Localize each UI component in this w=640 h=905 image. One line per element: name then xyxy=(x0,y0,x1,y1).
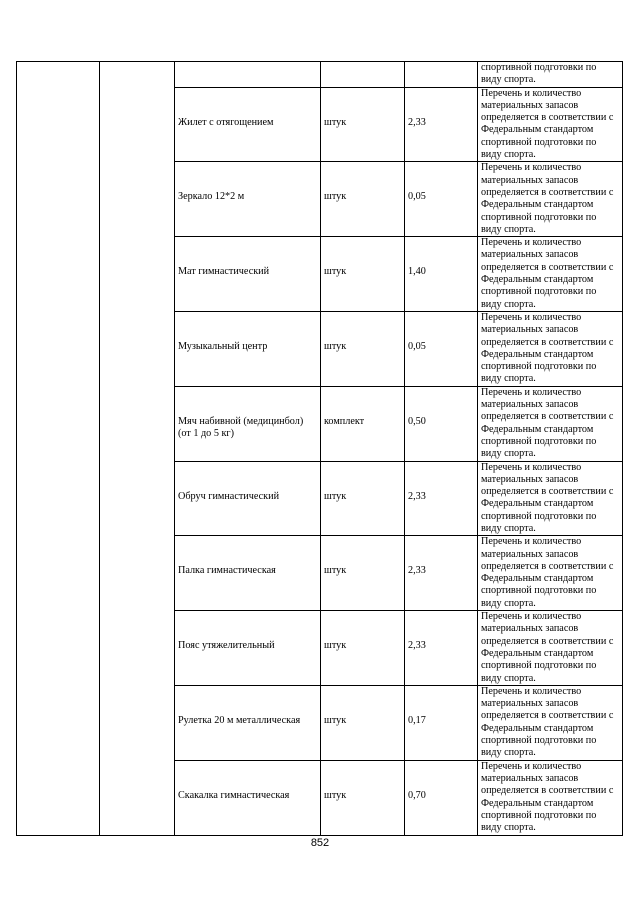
item-name-cell: Жилет с отягощением xyxy=(175,87,321,162)
unit-cell: комплект xyxy=(321,386,405,461)
unit-cell: штук xyxy=(321,760,405,835)
note-cell: Перечень и количество материальных запасов определяется в соответствии с Федеральным стандартом спортивной подготовки по виду спорта. xyxy=(478,237,623,312)
quantity-cell: 0,05 xyxy=(405,311,478,386)
note-cell: Перечень и количество материальных запасов определяется в соответствии с Федеральным стандартом спортивной подготовки по виду спорта. xyxy=(478,311,623,386)
note-cell: Перечень и количество материальных запасов определяется в соответствии с Федеральным стандартом спортивной подготовки по виду спорта. xyxy=(478,536,623,611)
item-name-cell: Зеркало 12*2 м xyxy=(175,162,321,237)
item-name-cell: Обруч гимнастический xyxy=(175,461,321,536)
note-cell: Перечень и количество материальных запасов определяется в соответствии с Федеральным стандартом спортивной подготовки по виду спорта. xyxy=(478,760,623,835)
continuation-row xyxy=(17,62,623,88)
item-name-cell: Рулетка 20 м металлическая xyxy=(175,685,321,760)
unit-cell: штук xyxy=(321,685,405,760)
quantity-cell: 0,17 xyxy=(405,685,478,760)
item-name-cell: Мат гимнастический xyxy=(175,237,321,312)
quantity-cell: 2,33 xyxy=(405,536,478,611)
page-number: 852 xyxy=(310,837,330,849)
quantity-cell: 0,05 xyxy=(405,162,478,237)
note-cell: Перечень и количество материальных запасов определяется в соответствии с Федеральным стандартом спортивной подготовки по виду спорта. xyxy=(478,685,623,760)
quantity-cell: 2,33 xyxy=(405,611,478,686)
unit-cell: штук xyxy=(321,311,405,386)
quantity-cell xyxy=(405,62,478,88)
item-name-cell: Музыкальный центр xyxy=(175,311,321,386)
note-cell: спортивной подготовки по виду спорта. xyxy=(478,62,623,88)
unit-cell: штук xyxy=(321,536,405,611)
quantity-cell: 2,33 xyxy=(405,461,478,536)
section-title-cell xyxy=(100,62,175,836)
unit-cell: штук xyxy=(321,87,405,162)
item-name-cell: Пояс утяжелительный xyxy=(175,611,321,686)
note-cell: Перечень и количество материальных запасов определяется в соответствии с Федеральным стандартом спортивной подготовки по виду спорта. xyxy=(478,611,623,686)
item-name-cell xyxy=(175,62,321,88)
unit-cell xyxy=(321,62,405,88)
note-cell: Перечень и количество материальных запасов определяется в соответствии с Федеральным стандартом спортивной подготовки по виду спорта. xyxy=(478,461,623,536)
quantity-cell: 0,70 xyxy=(405,760,478,835)
unit-cell: штук xyxy=(321,237,405,312)
unit-cell: штук xyxy=(321,611,405,686)
item-name-cell: Мяч набивной (медицинбол) (от 1 до 5 кг) xyxy=(175,386,321,461)
note-cell: Перечень и количество материальных запасов определяется в соответствии с Федеральным стандартом спортивной подготовки по виду спорта. xyxy=(478,162,623,237)
unit-cell: штук xyxy=(321,461,405,536)
equipment-table xyxy=(16,61,623,836)
note-cell: Перечень и количество материальных запасов определяется в соответствии с Федеральным стандартом спортивной подготовки по виду спорта. xyxy=(478,87,623,162)
quantity-cell: 0,50 xyxy=(405,386,478,461)
item-name-cell: Скакалка гимнастическая xyxy=(175,760,321,835)
item-name-cell: Палка гимнастическая xyxy=(175,536,321,611)
quantity-cell: 2,33 xyxy=(405,87,478,162)
unit-cell: штук xyxy=(321,162,405,237)
section-number-cell xyxy=(17,62,100,836)
note-cell: Перечень и количество материальных запасов определяется в соответствии с Федеральным стандартом спортивной подготовки по виду спорта. xyxy=(478,386,623,461)
quantity-cell: 1,40 xyxy=(405,237,478,312)
